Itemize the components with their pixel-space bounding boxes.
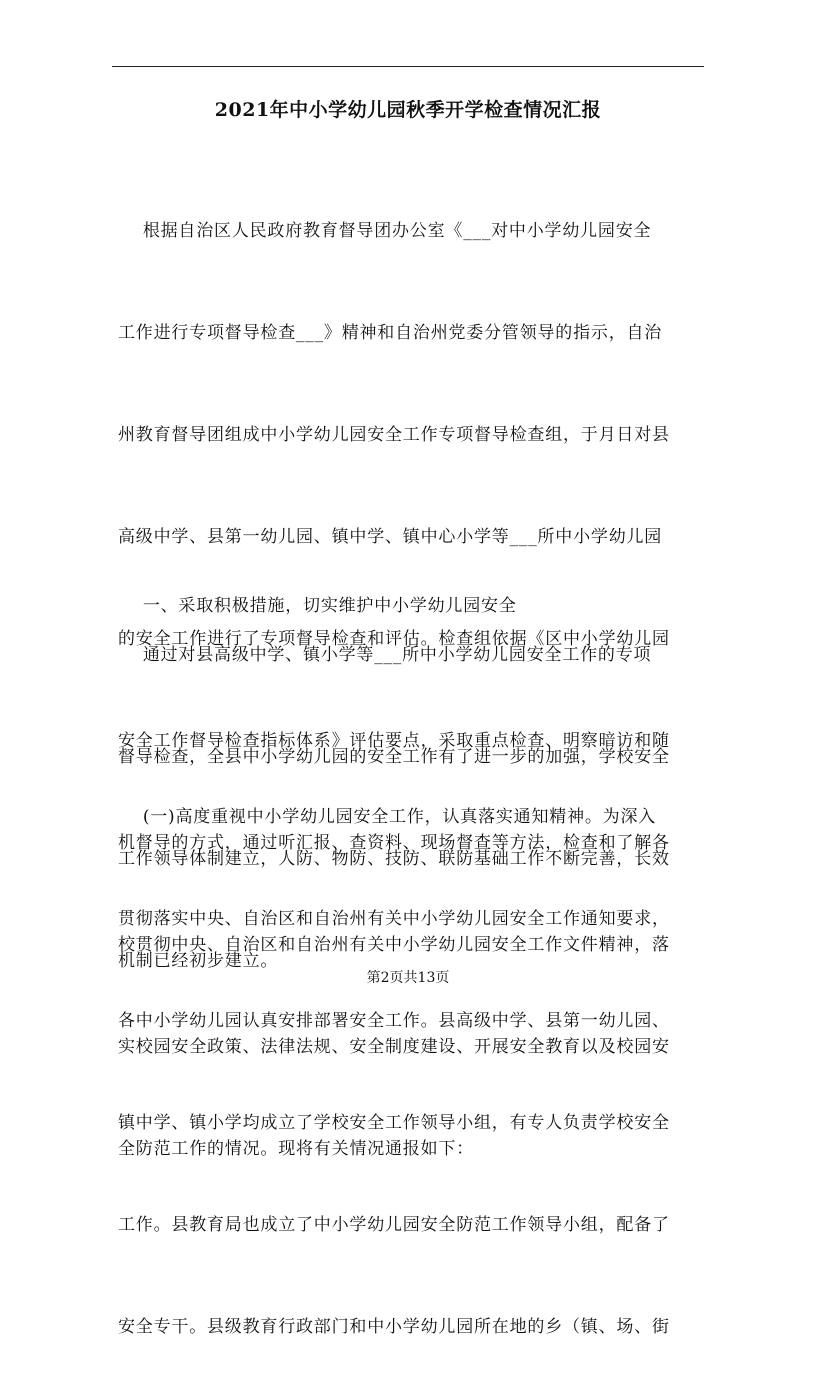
page-number-footer: 第2页共13页 <box>366 970 450 986</box>
paragraph-line: 安全工作督导检查指标体系》评估要点，采取重点检查、明察暗访和随 <box>118 731 670 751</box>
paragraph-line: (一)高度重视中小学幼儿园安全工作，认真落实通知精神。为深入 <box>118 807 657 827</box>
paragraph-line: 机督导的方式，通过听汇报、查资料、现场督查等方法，检查和了解各 <box>118 833 670 853</box>
paragraph-line: 校贯彻中央、自治区和自治州有关中小学幼儿园安全工作文件精神，落 <box>118 935 670 955</box>
paragraph-line: 高级中学、县第一幼儿园、镇中学、镇中心小学等___所中小学幼儿园 <box>118 527 663 547</box>
header-rule <box>112 66 704 67</box>
paragraph-line: 各中小学幼儿园认真安排部署安全工作。县高级中学、县第一幼儿园、 <box>118 1011 670 1031</box>
paragraph-line: 工作。县教育局也成立了中小学幼儿园安全防范工作领导小组，配备了 <box>118 1215 670 1235</box>
paragraph-subsection-1 <box>118 732 710 1378</box>
paragraph-line: 机制已经初步建立。 <box>118 951 279 971</box>
paragraph-line: 工作领导体制建立，人防、物防、技防、联防基础工作不断完善，长效 <box>118 849 670 869</box>
paragraph-line: 的安全工作进行了专项督导检查和评估。检查组依据《区中小学幼儿园 <box>118 629 670 649</box>
paragraph-line: 根据自治区人民政府教育督导团办公室《___对中小学幼儿园安全 <box>118 221 652 241</box>
document-title: 2021年中小学幼儿园秋季开学检查情况汇报 <box>214 99 602 121</box>
paragraph-line: 州教育督导团组成中小学幼儿园安全工作专项督导检查组，于月日对县 <box>118 425 670 445</box>
paragraph-line: 实校园安全政策、法律法规、安全制度建设、开展安全教育以及校园安 <box>118 1037 670 1057</box>
paragraph-line: 贯彻落实中央、自治区和自治州有关中小学幼儿园安全工作通知要求， <box>118 909 670 929</box>
section-heading-line: 一、采取积极措施，切实维护中小学幼儿园安全 <box>118 596 517 616</box>
paragraph-line: 通过对县高级中学、镇小学等___所中小学幼儿园安全工作的专项 <box>118 645 652 665</box>
paragraph-line: 镇中学、镇小学均成立了学校安全工作领导小组，有专人负责学校安全 <box>118 1113 670 1133</box>
paragraph-line: 工作进行专项督导检查___》精神和自治州党委分管领导的指示，自治 <box>118 323 663 343</box>
paragraph-line: 全防范工作的情况。现将有关情况通报如下： <box>118 1139 474 1159</box>
paragraph-line: 督导检查，全县中小学幼儿园的安全工作有了进一步的加强，学校安全 <box>118 747 670 767</box>
paragraph-line: 安全专干。县级教育行政部门和中小学幼儿园所在地的乡（镇、场、街 <box>118 1317 670 1337</box>
